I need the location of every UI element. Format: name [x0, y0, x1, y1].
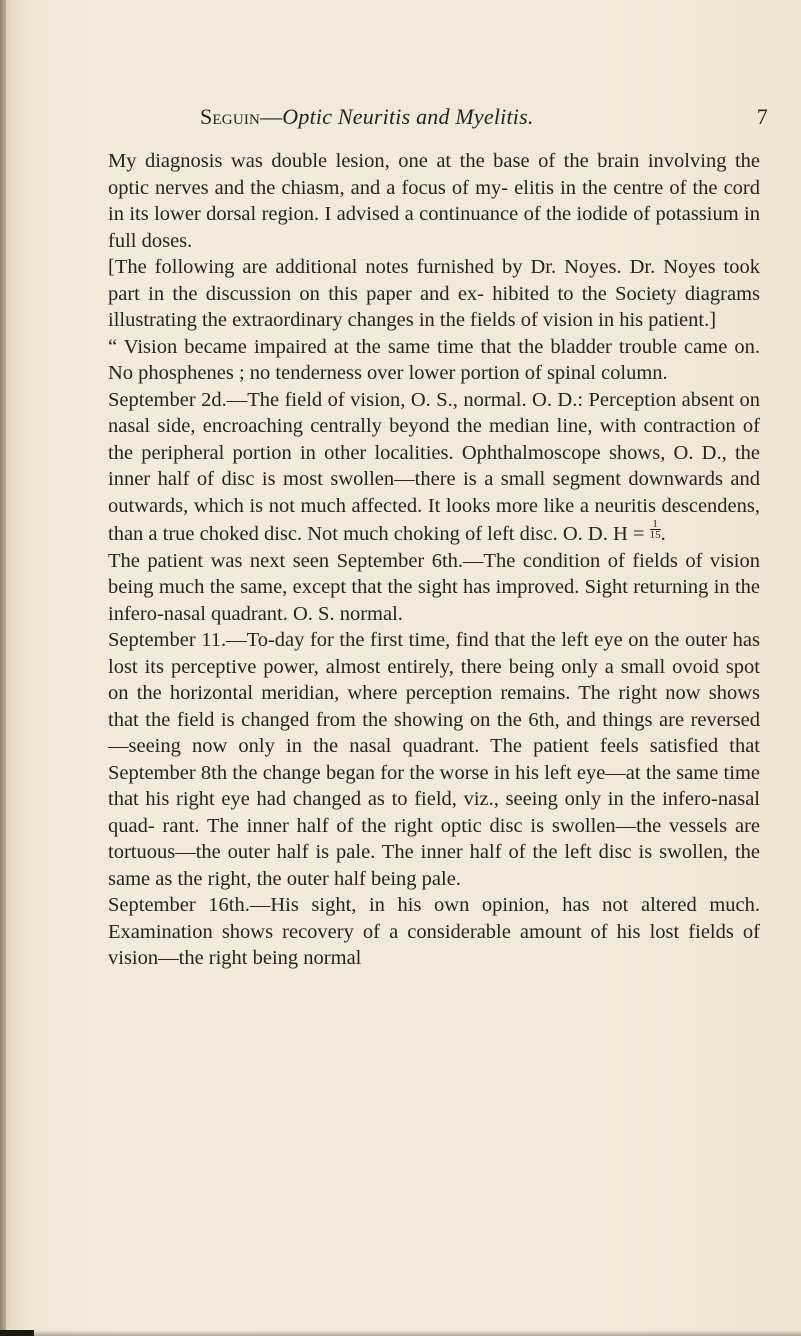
fraction-numerator: 1 [650, 519, 661, 530]
paragraph-text: September 2d.—The field of vision, O. S., normal. O. D.: Perception absent on nasal side, encroaching centrally beyond the median line, with contraction of the peripheral portion in other localities. Ophthalmoscope shows, O. D., the inner half of disc is most swollen—there is a small segment downwards and outwards, which is not much affected. It looks more like a neuritis descendens, than a true choked disc. Not much choking of left disc. O. D. H = [108, 388, 760, 545]
running-head-author: Seguin [200, 104, 261, 129]
body-text [108, 148, 760, 972]
paragraph: The patient was next seen September 6th.—The condition of fields of vision being much the same, except that the sight has improved. Sight returning in the infero-nasal quadrant. O. S. normal. [108, 549, 760, 625]
page-number: 7 [756, 104, 768, 129]
fraction-denominator: 15 [649, 529, 661, 541]
paragraph [108, 387, 760, 548]
fraction-suffix: . [660, 523, 666, 545]
paragraph: “ Vision became impaired at the same time that the bladder trouble came on. No phosphenes ; no tenderness over lower portion of spinal column. [108, 335, 760, 384]
paragraph: September 11.—To-day for the first time, find that the left eye on the outer has lost its perceptive power, almost entirely, there being only a small ovoid spot on the horizontal meridian, where perception remains. The right now shows that the field is changed from the showing on the 6th, and things are reversed—seeing now only in the nasal quadrant. The patient feels satisfied that September 8th the change began for the worse in his left eye—at the same time that his right eye had changed as to field, viz., seeing only in the infero-nasal quad- rant. The inner half of the right optic disc is swollen—the vessels are tortuous—the outer half is pale. The inner half of the left disc is swollen, the same as the right, the outer half being pale. [108, 629, 760, 890]
running-head-subject: Optic Neuritis and Myelitis. [282, 104, 534, 129]
paragraph: September 16th.—His sight, in his own opinion, has not altered much. Examination shows recovery of a considerable amount of his lost fields of vision—the right being normal [108, 894, 760, 969]
running-head [200, 104, 534, 130]
page-edge-shadow [0, 1330, 801, 1336]
paragraph: My diagnosis was double lesion, one at the base of the brain involving the optic nerves and the chiasm, and a focus of my- elitis in the centre of the cord in its lower dorsal region. I advised a continuance of the iodide of potassium in full doses. [108, 150, 760, 252]
fraction [650, 519, 661, 540]
book-gutter [0, 0, 6, 1336]
running-head-dash: — [260, 104, 283, 129]
paragraph: [The following are additional notes furnished by Dr. Noyes. Dr. Noyes took part in the discussion on this paper and ex- hibited to the Society diagrams illustrating the extraordinary changes in the fields of vision in his patient.] [108, 256, 760, 331]
page-header [200, 104, 770, 134]
binding-corner [0, 1330, 34, 1336]
